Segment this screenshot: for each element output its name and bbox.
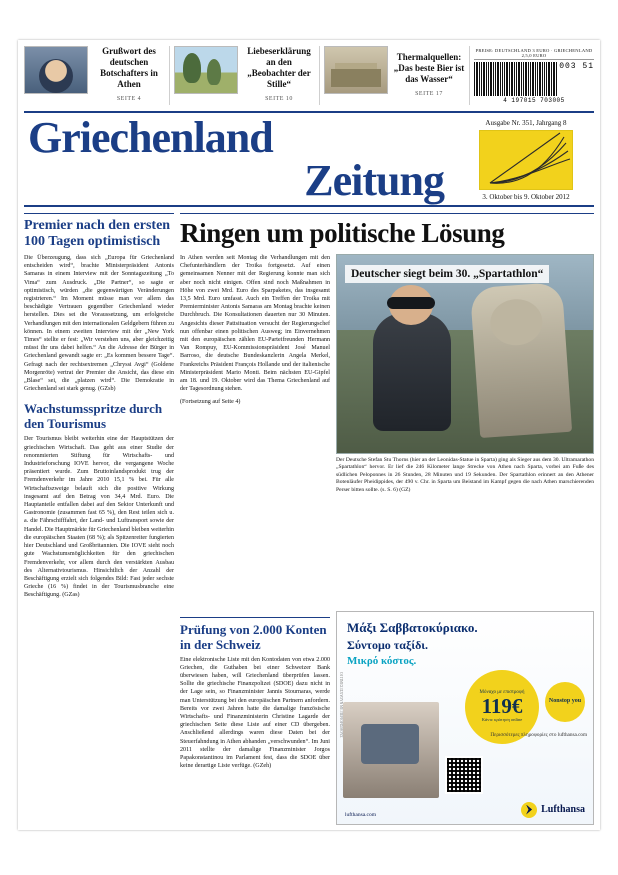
badge-top-label: Μόναχο με επιστροφή: [479, 690, 525, 696]
teaser-item[interactable]: [24, 46, 170, 105]
price-line: PREISE: DEUTSCHLAND 3 EURO · GRIECHENLAND 2,5,0 EURO: [475, 48, 593, 58]
badge-price: 119€: [481, 694, 523, 719]
teaser-title: Thermalquellen: „Das beste Bier ist das Wasser“: [393, 51, 465, 84]
teaser-page-ref: SEITE 10: [265, 96, 293, 102]
main-headline: Ringen um politische Lösung: [180, 213, 594, 248]
left-body-2: [24, 435, 174, 599]
main-column: [180, 213, 594, 605]
masthead-line2: Zeitung: [304, 156, 444, 205]
qr-code-icon[interactable]: [445, 756, 483, 794]
ad-vertical-note: ΟΙ ΤΙΜΕΣ ΙΣΧΥΟΥΝ ΜΕ ΠΕΡΙΟΡΙΣΜΟΥΣ: [339, 671, 343, 738]
lower-article: [180, 611, 330, 825]
ad-side-text: Περισσότερες πληροφορίες στο lufthansa.com: [490, 731, 587, 738]
date-line: 3. Oktober bis 9. Oktober 2012: [482, 193, 570, 201]
lower-area: [18, 611, 600, 831]
leonidas-statue-icon: [470, 282, 572, 438]
masthead-line1: Griechenland: [28, 113, 273, 162]
teaser-item[interactable]: [174, 46, 320, 105]
issue-number: 003 51: [559, 62, 594, 71]
portrait-photo-icon: [24, 46, 88, 94]
continuation-note: (Fortsetzung auf Seite 4): [180, 399, 241, 406]
sun-rays-logo-icon: [479, 130, 573, 190]
teaser-page-ref: SEITE 4: [116, 96, 142, 102]
lower-headline: Prüfung von 2.000 Konten in der Schweiz: [180, 621, 327, 652]
barcode-row: [474, 62, 594, 96]
spartathlon-photo: [336, 254, 594, 454]
main-flex: [180, 254, 594, 494]
masthead-title: [24, 113, 458, 205]
barcode-block: [474, 46, 594, 105]
ad-photo: [343, 702, 439, 798]
ad-line-1: Μάξι Σαββατοκύριακο.: [347, 619, 478, 635]
nonstop-you-badge: Nonstop you: [545, 682, 585, 722]
photo-caption: Der Deutsche Stefan Stu Thorns (hier an der Leonidas-Statue in Sparta) ging als Sieger aus dem 30. Ultramarathon „Spartathlon“ hervor. Er lief die 246 Kilometer lange Strecke von Athen nach Sparta, vorbei am Fuße des südlichen Peloponnes in 26 Stunden, 28 Minuten und 19 Sekunden. Der Spartathlon erinnert an den Athener Botenläufer Pheidippides, der 490 v. Chr. in Sparta um Beistand im Kampf gegen die nach Athen marschierenden Perser bitten sollte. (s. S. 6) (GZ): [336, 457, 594, 493]
ad-line-3: Μικρό κόστος.: [347, 654, 417, 667]
teaser-text: [93, 46, 165, 105]
left-subheadline: Wachstumsspritze durch den Tourismus: [24, 401, 163, 432]
content-area: [18, 207, 600, 611]
left-body: [24, 254, 174, 393]
barcode-icon: [474, 62, 557, 96]
masthead-meta: [458, 117, 594, 203]
lufthansa-logo: [521, 802, 585, 818]
paragraph: Die Überzeugung, dass sich „Europa für Griechenland entscheiden wird“, brachte Ministerpräsident Antonis Samaras in einem Interview mit der Sonntagszeitung „To Vima“ zum Ausdruck. „Die Partner“, so sagte er optimistisch, würden „die gegenwärtigen Veränderungen registrieren.“ Im Moment müsse man vor allem das beschädigte Vertrauen gegenüber Griechenland wieder herstellen. Dies sei die Voraussetzung, um erfolgreiche Verhandlungen mit den internationalen Geldgebern führen zu können. In einem zweiten Interview mit der „New York Times“ stellte er fest: „Wir verstehen uns, aber gleichzeitig müsst ihr uns dabei helfen.“ An die Adresse der Bürger in Griechenland gewandt sagte er: „Es kommen bessere Tage“. Gefragt nach der rechtsextremen „Chryssi Avgi“ (Goldene Morgenröte) vertrat der Premier die Ansicht, das diese ein „Blase“ sei, die „platzen wird“. Die Demokratie in Griechenland sei stark genug. (GZsb): [24, 255, 174, 393]
badge-bottom-label: Κάντε κράτηση online: [481, 717, 523, 723]
ad-line-2: Σύντομο ταξίδι.: [347, 637, 429, 652]
teaser-text: [393, 46, 465, 105]
crane-icon: [521, 802, 537, 818]
main-body: [180, 254, 330, 494]
photo-column: [336, 254, 594, 494]
left-headline: Premier nach den ersten 100 Tagen optimistisch: [24, 213, 174, 250]
teaser-title: Grußwort des deutschen Botschafters in Athen: [100, 46, 158, 89]
thermal-spring-photo-icon: [324, 46, 388, 94]
teaser-text: [243, 46, 315, 105]
teaser-item[interactable]: [324, 46, 470, 105]
left-column: [24, 213, 174, 605]
lower-left-spacer: [24, 611, 174, 825]
runner-figure-icon: [373, 313, 451, 431]
divider: [180, 617, 330, 618]
olive-trees-photo-icon: [174, 46, 238, 94]
photo-overlay-title: Deutscher siegt beim 30. „Spartathlon“: [345, 265, 549, 283]
lower-body: [180, 656, 330, 771]
lufthansa-advertisement[interactable]: [336, 611, 594, 825]
masthead: [24, 111, 594, 207]
paragraph: In Athen werden seit Montag die Verhandlungen mit den Chefunterhändlern der Troika fortgesetzt. Auf einen gemeinsamen Nenner mit der Regierung konnte man sich aber noch nicht einigen. Offen sind noch Maßnahmen in Höhe von zwei Mrd. Euro des Sparpaketes, das insgesamt 13,5 Mrd. Euro umfasst. Auch ein Treffen der Troika mit Premierminister Antonis Samaras am Montag brachte keinen Durchbruch. Die Konsultationen dauerten nur 30 Minuten. Angesichts dieser Pattsituation versucht der Regierungschef nun offenbar einen politischen Ausweg; im Einvernehmen mit den europäischen zählen EU-Parteifreunden Hermann Van Rompuy, EU-Kommissionspräsident José Manuel Barroso, die deutsche Bundeskanzlerin Angela Merkel, Frankreichs Präsident François Hollande und der italienische Ministerpräsident Mario Monti. Beim nächsten EU-Gipfel am 18. und 19. Oktober wird das Thema Griechenland auf der Tagesordnung stehen.: [180, 255, 330, 393]
paragraph: Der Tourismus bleibt weiterhin eine der Hauptstützen der griechischen Wirtschaft. Das geht aus einer Studie der renommierten Stiftung für Wirtschafts- und Industrieforschung IOVE hervor, die vergangene Woche präsentiert wurde. Zum Bruttoinlandsprodukt trug der Fremdenverkehr im Jahre 2010 15,1 % bei. Für alle Wirtschaftszweige belauft sich die positive Wirkung insgesamt auf den Betrag von 34,4 Mrd. Euro. Die Hauptanteile entfallen dabei auf den Sektor Unterkunft und Gastronomie (zusammen fast 65 %), den Rest teilen sich u. a. die Fährschifffahrt, der Land- und Luftransport sowie der Handel. Die Hauptmärkte für Griechenland bleiben weiterhin die europäischen Staaten (68 %); als Spitzenreiter fungierten hier Deutschland und Großbritannien. Die IOVE sieht noch gute Wachstumsmöglichkeiten für den griechischen Fremdenverkehr, vor allem durch den verstärkten Ausbau des Alternativtourismus. Hinsichtlich der Anzahl der Beschäftigung erzielt sich folgendes Bild: Fast jeder sechste Grieche (16 %) findet in der Tourismusbranche eine Beschäftigung. (GZas): [24, 436, 174, 599]
issue-info: Ausgabe Nr. 351, Jahrgang 8: [485, 119, 567, 127]
brand-name: Lufthansa: [541, 804, 585, 816]
teaser-page-ref: SEITE 17: [415, 90, 443, 97]
ean-digits: 4 197015 703005: [503, 97, 565, 104]
newspaper-sheet: [18, 40, 600, 830]
ad-url[interactable]: lufthansa.com: [345, 811, 377, 818]
paragraph: Eine elektronische Liste mit den Kontodaten von etwa 2.000 Griechen, die Guthaben bei einer Schweizer Bank überwiesen haben, will Griechenland überprüfen lassen. Sollte die griechische Finanzpolizei (SDOE) dazu nicht in der Lage sein, so Finanzminister Jannis Stournaras, werde man Unterstützung bei den europäischen Partnern anfordern. Bereits vor zwei Jahren hatte die damalige französische Wirtschafts- und Finanzministerin Christine Lagarde der griechischen Seite diese Liste auf einer CD übergeben. Anschließend allerdings waren diese Daten bei der Steuerfahndung in Athen abhanden „verschwunden“. Im Juni 2011 stellte der damalige Finanzminister Jorgos Papakonstantinou im Parlament fest, dass die SDOE über keine derartige Liste verfüge. (GZeh): [180, 656, 330, 770]
teaser-title: Liebeserklärung an den „Beobachter der Stille“: [247, 46, 311, 89]
teaser-strip: [18, 40, 600, 109]
